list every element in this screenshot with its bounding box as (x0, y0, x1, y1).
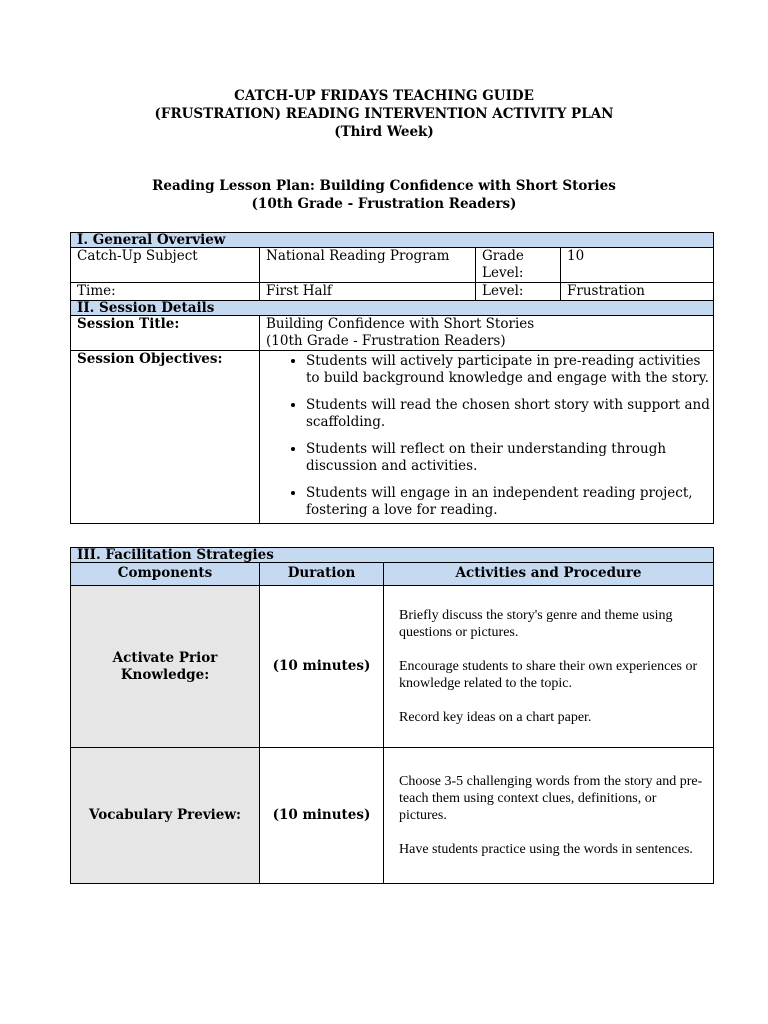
subject-value: National Reading Program (260, 248, 476, 283)
list-item: • Students will engage in an independent reading project, fostering a love for reading. (306, 485, 713, 519)
list-item: • Students will reflect on their understanding through discussion and activities. (306, 441, 713, 475)
lesson-plan-title-line-1: Reading Lesson Plan: Building Confidence with Short Stories (152, 178, 616, 194)
session-title-line-1: Building Confidence with Short Stories (266, 316, 535, 332)
table-row (71, 283, 714, 301)
duration-cell: (10 minutes) (260, 586, 384, 748)
activity-text: Choose 3-5 challenging words from the story and pre-teach them using context clues, definitions, or pictures. (399, 774, 703, 823)
activity-text: Record key ideas on a chart paper. (399, 710, 592, 725)
document-header (0, 87, 768, 141)
objectives-list (266, 353, 713, 519)
activity-text: Briefly discuss the story's genre and theme using questions or pictures. (399, 608, 673, 640)
grade-label: Grade Level: (476, 248, 561, 283)
section-heading-general-overview (71, 233, 714, 248)
table-row (71, 351, 714, 524)
component-cell: Vocabulary Preview: (71, 748, 260, 884)
duration-cell: (10 minutes) (260, 748, 384, 884)
header-line-2: (FRUSTRATION) READING INTERVENTION ACTIVITY PLAN (154, 106, 614, 122)
session-objectives-label: Session Objectives: (71, 351, 260, 524)
table-row (71, 316, 714, 351)
table-row (71, 248, 714, 283)
general-overview-heading: I. General Overview (71, 233, 714, 248)
facilitation-strategies-heading: III. Facilitation Strategies (71, 548, 714, 563)
level-label: Level: (476, 283, 561, 301)
table-row (71, 586, 714, 748)
section-heading-facilitation-strategies (71, 548, 714, 563)
column-header-duration: Duration (260, 563, 384, 586)
list-item: • Students will read the chosen short story with support and scaffolding. (306, 397, 713, 431)
activities-cell (384, 586, 714, 748)
lesson-plan-title (0, 177, 768, 213)
list-item: • Students will actively participate in pre-reading activities to build background knowledge and engage with the story. (306, 353, 713, 387)
lesson-plan-title-line-2: (10th Grade - Frustration Readers) (251, 196, 517, 212)
session-title-label: Session Title: (71, 316, 260, 351)
table-header-row (71, 563, 714, 586)
header-line-1: CATCH-UP FRIDAYS TEACHING GUIDE (234, 88, 534, 104)
session-objectives-cell (260, 351, 714, 524)
table-row (71, 748, 714, 884)
activity-text: Have students practice using the words in sentences. (399, 842, 693, 857)
session-details-heading: II. Session Details (71, 301, 714, 316)
section-heading-session-details (71, 301, 714, 316)
column-header-components: Components (71, 563, 260, 586)
facilitation-strategies-table (70, 547, 714, 884)
header-line-3: (Third Week) (334, 124, 434, 140)
subject-label: Catch-Up Subject (71, 248, 260, 283)
session-title-value (260, 316, 714, 351)
component-cell: Activate Prior Knowledge: (71, 586, 260, 748)
level-value: Frustration (561, 283, 714, 301)
activities-cell (384, 748, 714, 884)
time-value: First Half (260, 283, 476, 301)
time-label: Time: (71, 283, 260, 301)
overview-session-table (70, 232, 714, 524)
activity-text: Encourage students to share their own experiences or knowledge related to the topic. (399, 659, 698, 691)
column-header-activities: Activities and Procedure (384, 563, 714, 586)
grade-value: 10 (561, 248, 714, 283)
session-title-line-2: (10th Grade - Frustration Readers) (266, 333, 506, 349)
